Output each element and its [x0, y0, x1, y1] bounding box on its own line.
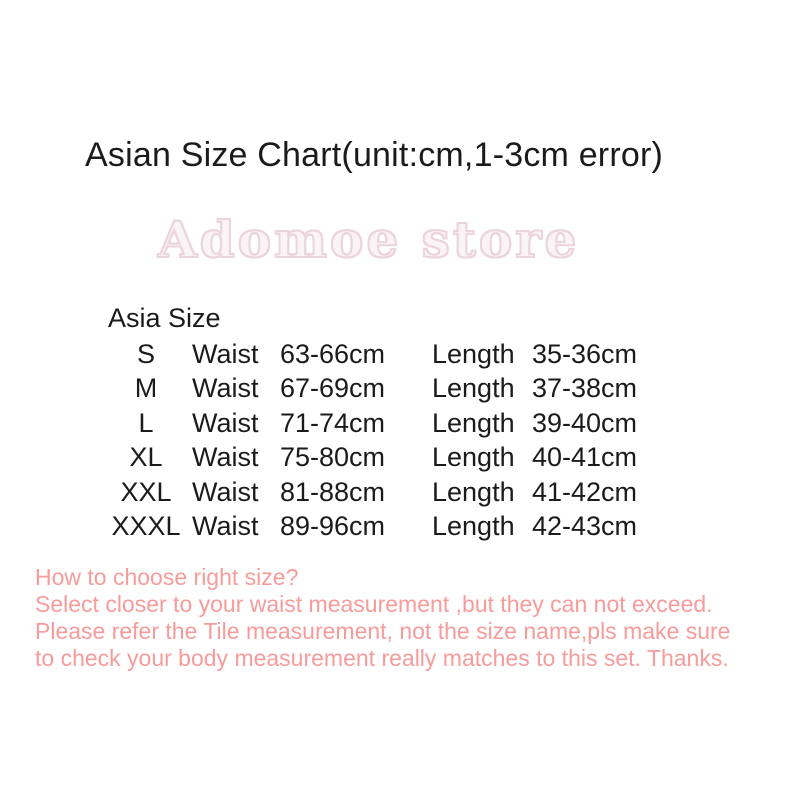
length-label: Length — [432, 511, 515, 542]
note-line: to check your body measurement really matches to this set. Thanks. — [35, 645, 729, 671]
length-label: Length — [432, 373, 515, 404]
sizing-notes — [35, 564, 730, 672]
size-row-m — [100, 371, 637, 405]
length-label: Length — [432, 476, 515, 507]
note-line: Select closer to your waist measurement ,but they can not exceed. — [35, 591, 713, 617]
store-watermark: Adomoe store — [158, 210, 580, 269]
size-row-xxxl — [100, 509, 637, 543]
waist-value: 81-88cm — [280, 476, 386, 507]
waist-label: Waist — [192, 511, 259, 542]
size-label: M — [134, 373, 158, 404]
size-row-l — [100, 406, 637, 440]
waist-label: Waist — [192, 407, 259, 438]
waist-label: Waist — [192, 373, 259, 404]
note-line: Please refer the Tile measurement, not the size name,pls make sure — [35, 618, 731, 644]
size-label: XXXL — [111, 511, 181, 542]
waist-value: 89-96cm — [280, 511, 386, 542]
waist-label: Waist — [192, 476, 259, 507]
length-value: 40-41cm — [532, 442, 638, 473]
size-table — [100, 299, 637, 543]
size-table-heading: Asia Size — [108, 303, 221, 333]
waist-label: Waist — [192, 442, 259, 473]
size-row-s — [100, 337, 637, 371]
waist-value: 75-80cm — [280, 442, 386, 473]
note-line: How to choose right size? — [35, 564, 299, 590]
size-label: S — [136, 339, 155, 369]
size-label: XL — [129, 442, 163, 473]
length-label: Length — [432, 339, 515, 369]
length-label: Length — [432, 407, 515, 438]
length-value: 41-42cm — [532, 476, 638, 507]
size-row-xxl — [100, 475, 637, 509]
size-label: XXL — [120, 476, 172, 507]
waist-label: Waist — [192, 339, 259, 369]
waist-value: 71-74cm — [280, 407, 386, 438]
length-value: 39-40cm — [532, 407, 638, 438]
waist-value: 63-66cm — [280, 339, 386, 369]
length-value: 35-36cm — [532, 339, 638, 369]
length-label: Length — [432, 442, 515, 473]
waist-value: 67-69cm — [280, 373, 386, 404]
page-title: Asian Size Chart(unit:cm,1-3cm error) — [85, 136, 663, 174]
size-row-xl — [100, 440, 637, 474]
length-value: 37-38cm — [532, 373, 638, 404]
size-label: L — [138, 407, 154, 438]
length-value: 42-43cm — [532, 511, 638, 542]
